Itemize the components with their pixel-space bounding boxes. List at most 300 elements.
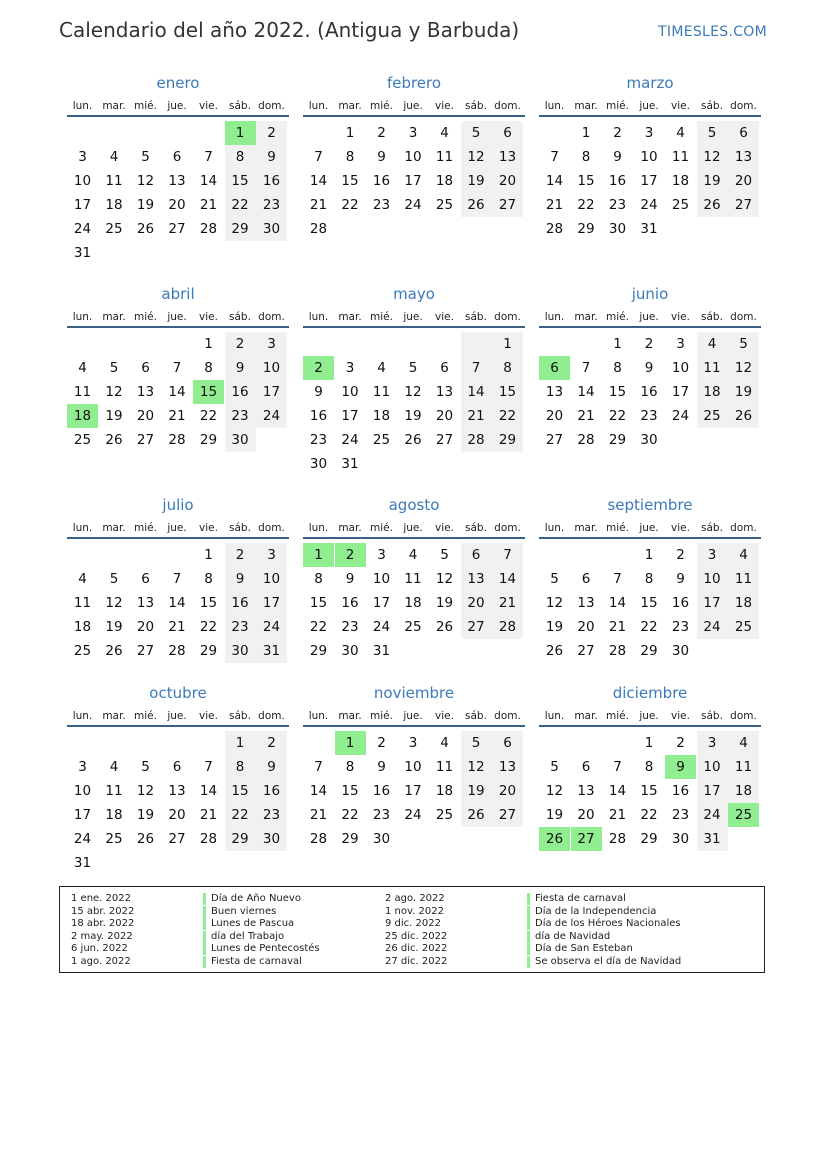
day-cell[interactable]: 12	[136, 783, 155, 799]
day-cell[interactable]: 25	[435, 197, 454, 213]
day-cell[interactable]: 1	[644, 735, 654, 751]
day-cell[interactable]: 8	[204, 571, 213, 587]
day-cell[interactable]: 19	[435, 595, 454, 611]
day-cell[interactable]: 10	[671, 360, 690, 376]
day-cell[interactable]: 7	[172, 571, 182, 587]
day-cell[interactable]: 3	[78, 149, 87, 165]
weekend-day-cell[interactable]: 28	[492, 615, 523, 639]
weekend-day-cell[interactable]: 29	[225, 217, 256, 241]
day-cell[interactable]: 23	[341, 619, 359, 635]
day-cell[interactable]: 22	[199, 408, 218, 424]
weekend-day-cell[interactable]: 11	[728, 755, 759, 779]
day-cell[interactable]: 21	[309, 197, 328, 213]
day-cell[interactable]: 15	[199, 595, 218, 611]
day-cell[interactable]: 31	[73, 855, 92, 871]
day-cell[interactable]: 21	[199, 807, 218, 823]
weekend-day-cell[interactable]: 20	[728, 169, 759, 193]
day-cell[interactable]: 5	[550, 759, 559, 775]
day-cell[interactable]: 15	[577, 173, 595, 189]
day-cell[interactable]: 18	[435, 783, 454, 799]
weekend-day-cell[interactable]: 1	[492, 332, 523, 356]
day-cell[interactable]: 11	[671, 149, 690, 165]
weekend-day-cell[interactable]: 15	[225, 779, 256, 803]
weekend-day-cell[interactable]: 26	[697, 193, 728, 217]
day-cell[interactable]: 21	[168, 619, 186, 635]
day-cell[interactable]: 10	[341, 384, 359, 400]
day-cell[interactable]: 10	[404, 149, 422, 165]
day-cell[interactable]: 15	[341, 173, 359, 189]
day-cell[interactable]: 24	[404, 197, 422, 213]
day-cell[interactable]: 29	[341, 831, 359, 847]
weekend-day-cell[interactable]: 1	[225, 731, 256, 755]
weekend-day-cell[interactable]: 5	[728, 332, 759, 356]
day-cell[interactable]: 7	[550, 149, 559, 165]
weekend-day-cell[interactable]: 16	[256, 779, 287, 803]
day-cell[interactable]: 4	[78, 360, 87, 376]
day-cell[interactable]: 7	[581, 360, 591, 376]
day-cell[interactable]: 5	[109, 360, 119, 376]
day-cell[interactable]: 15	[608, 384, 627, 400]
day-cell[interactable]: 9	[314, 384, 323, 400]
day-cell[interactable]: 21	[309, 807, 328, 823]
day-cell[interactable]: 24	[640, 197, 658, 213]
weekend-day-cell[interactable]: 11	[728, 567, 759, 591]
day-cell[interactable]: 17	[73, 197, 92, 213]
day-cell[interactable]: 2	[644, 336, 654, 352]
day-cell[interactable]: 24	[671, 408, 690, 424]
day-cell[interactable]: 1	[581, 125, 591, 141]
day-cell[interactable]: 12	[136, 173, 155, 189]
weekend-day-cell[interactable]: 2	[256, 121, 287, 145]
weekend-day-cell[interactable]: 27	[492, 193, 523, 217]
weekend-day-cell[interactable]: 30	[225, 639, 256, 663]
day-cell[interactable]: 9	[613, 149, 622, 165]
day-cell[interactable]: 21	[608, 619, 627, 635]
day-cell[interactable]: 14	[168, 384, 186, 400]
day-cell[interactable]: 13	[435, 384, 454, 400]
weekend-day-cell[interactable]: 12	[728, 356, 759, 380]
holiday-day-cell[interactable]: 18	[67, 404, 98, 428]
weekend-day-cell[interactable]: 23	[225, 615, 256, 639]
weekend-day-cell[interactable]: 22	[492, 404, 523, 428]
weekend-day-cell[interactable]: 20	[492, 779, 523, 803]
day-cell[interactable]: 12	[545, 595, 564, 611]
day-cell[interactable]: 27	[168, 221, 186, 237]
day-cell[interactable]: 26	[435, 619, 454, 635]
weekend-day-cell[interactable]: 18	[728, 779, 759, 803]
weekend-day-cell[interactable]: 17	[256, 380, 287, 404]
day-cell[interactable]: 19	[105, 408, 123, 424]
day-cell[interactable]: 7	[613, 759, 622, 775]
weekend-day-cell[interactable]: 14	[492, 567, 523, 591]
weekend-day-cell[interactable]: 26	[461, 803, 492, 827]
weekend-day-cell[interactable]: 19	[728, 380, 759, 404]
day-cell[interactable]: 22	[199, 619, 218, 635]
day-cell[interactable]: 4	[78, 571, 87, 587]
day-cell[interactable]: 22	[341, 807, 359, 823]
day-cell[interactable]: 12	[105, 595, 123, 611]
weekend-day-cell[interactable]: 25	[728, 615, 759, 639]
holiday-day-cell[interactable]: 1	[225, 121, 256, 145]
day-cell[interactable]: 3	[377, 547, 386, 563]
day-cell[interactable]: 7	[314, 149, 323, 165]
day-cell[interactable]: 2	[377, 125, 386, 141]
weekend-day-cell[interactable]: 10	[256, 567, 287, 591]
day-cell[interactable]: 30	[671, 643, 690, 659]
day-cell[interactable]: 14	[199, 173, 218, 189]
day-cell[interactable]: 15	[640, 783, 658, 799]
day-cell[interactable]: 26	[545, 643, 564, 659]
weekend-day-cell[interactable]: 27	[461, 615, 492, 639]
day-cell[interactable]: 8	[644, 759, 654, 775]
day-cell[interactable]: 8	[644, 571, 654, 587]
day-cell[interactable]: 23	[309, 432, 328, 448]
day-cell[interactable]: 29	[640, 643, 658, 659]
day-cell[interactable]: 17	[671, 384, 690, 400]
day-cell[interactable]: 14	[309, 783, 328, 799]
day-cell[interactable]: 5	[141, 759, 150, 775]
day-cell[interactable]: 30	[309, 456, 328, 472]
weekend-day-cell[interactable]: 13	[461, 567, 492, 591]
holiday-day-cell[interactable]: 9	[665, 755, 696, 779]
day-cell[interactable]: 6	[172, 759, 182, 775]
day-cell[interactable]: 11	[435, 149, 454, 165]
day-cell[interactable]: 21	[577, 408, 595, 424]
day-cell[interactable]: 4	[676, 125, 685, 141]
day-cell[interactable]: 1	[204, 547, 213, 563]
day-cell[interactable]: 20	[577, 807, 595, 823]
day-cell[interactable]: 25	[671, 197, 690, 213]
weekend-day-cell[interactable]: 2	[225, 543, 256, 567]
day-cell[interactable]: 18	[105, 807, 123, 823]
day-cell[interactable]: 12	[404, 384, 422, 400]
day-cell[interactable]: 23	[372, 807, 391, 823]
day-cell[interactable]: 21	[199, 197, 218, 213]
day-cell[interactable]: 5	[408, 360, 418, 376]
weekend-day-cell[interactable]: 30	[225, 428, 256, 452]
day-cell[interactable]: 3	[345, 360, 355, 376]
day-cell[interactable]: 6	[581, 571, 591, 587]
day-cell[interactable]: 25	[105, 221, 123, 237]
day-cell[interactable]: 3	[408, 735, 418, 751]
weekend-day-cell[interactable]: 29	[225, 827, 256, 851]
weekend-day-cell[interactable]: 19	[461, 779, 492, 803]
day-cell[interactable]: 23	[671, 619, 690, 635]
day-cell[interactable]: 25	[404, 619, 422, 635]
day-cell[interactable]: 29	[199, 643, 218, 659]
weekend-day-cell[interactable]: 7	[461, 356, 492, 380]
weekend-day-cell[interactable]: 24	[256, 615, 287, 639]
day-cell[interactable]: 26	[136, 221, 155, 237]
day-cell[interactable]: 6	[141, 571, 150, 587]
day-cell[interactable]: 1	[345, 125, 355, 141]
weekend-day-cell[interactable]: 8	[225, 755, 256, 779]
weekend-day-cell[interactable]: 23	[256, 803, 287, 827]
weekend-day-cell[interactable]: 16	[225, 380, 256, 404]
day-cell[interactable]: 7	[613, 571, 622, 587]
holiday-day-cell[interactable]: 15	[193, 380, 224, 404]
weekend-day-cell[interactable]: 21	[461, 404, 492, 428]
day-cell[interactable]: 6	[581, 759, 591, 775]
day-cell[interactable]: 16	[608, 173, 627, 189]
day-cell[interactable]: 8	[204, 360, 213, 376]
day-cell[interactable]: 29	[309, 643, 328, 659]
day-cell[interactable]: 27	[168, 831, 186, 847]
weekend-day-cell[interactable]: 13	[492, 755, 523, 779]
weekend-day-cell[interactable]: 23	[225, 404, 256, 428]
weekend-day-cell[interactable]: 4	[697, 332, 728, 356]
day-cell[interactable]: 2	[613, 125, 622, 141]
day-cell[interactable]: 11	[105, 783, 123, 799]
weekend-day-cell[interactable]: 8	[225, 145, 256, 169]
day-cell[interactable]: 24	[73, 221, 92, 237]
day-cell[interactable]: 21	[168, 408, 186, 424]
day-cell[interactable]: 16	[671, 595, 690, 611]
day-cell[interactable]: 10	[404, 759, 422, 775]
day-cell[interactable]: 31	[73, 245, 92, 261]
weekend-day-cell[interactable]: 17	[256, 591, 287, 615]
day-cell[interactable]: 22	[640, 807, 658, 823]
day-cell[interactable]: 31	[640, 221, 658, 237]
day-cell[interactable]: 16	[372, 173, 391, 189]
day-cell[interactable]: 9	[644, 360, 654, 376]
day-cell[interactable]: 10	[640, 149, 658, 165]
day-cell[interactable]: 13	[136, 595, 155, 611]
day-cell[interactable]: 22	[608, 408, 627, 424]
day-cell[interactable]: 22	[577, 197, 595, 213]
weekend-day-cell[interactable]: 11	[697, 356, 728, 380]
weekend-day-cell[interactable]: 25	[697, 404, 728, 428]
weekend-day-cell[interactable]: 9	[225, 567, 256, 591]
weekend-day-cell[interactable]: 21	[492, 591, 523, 615]
day-cell[interactable]: 14	[309, 173, 328, 189]
weekend-day-cell[interactable]: 5	[461, 731, 492, 755]
day-cell[interactable]: 28	[199, 221, 218, 237]
day-cell[interactable]: 28	[577, 432, 595, 448]
day-cell[interactable]: 19	[136, 807, 155, 823]
day-cell[interactable]: 4	[377, 360, 386, 376]
weekend-day-cell[interactable]: 31	[697, 827, 728, 851]
day-cell[interactable]: 18	[404, 595, 422, 611]
day-cell[interactable]: 6	[440, 360, 449, 376]
day-cell[interactable]: 25	[73, 432, 92, 448]
day-cell[interactable]: 24	[404, 807, 422, 823]
day-cell[interactable]: 13	[545, 384, 564, 400]
day-cell[interactable]: 20	[577, 619, 595, 635]
weekend-day-cell[interactable]: 3	[256, 543, 287, 567]
day-cell[interactable]: 29	[640, 831, 658, 847]
weekend-day-cell[interactable]: 12	[461, 755, 492, 779]
weekend-day-cell[interactable]: 3	[256, 332, 287, 356]
weekend-day-cell[interactable]: 2	[225, 332, 256, 356]
weekend-day-cell[interactable]: 6	[492, 121, 523, 145]
weekend-day-cell[interactable]: 15	[492, 380, 523, 404]
day-cell[interactable]: 2	[676, 547, 685, 563]
day-cell[interactable]: 9	[377, 149, 386, 165]
day-cell[interactable]: 19	[545, 619, 564, 635]
day-cell[interactable]: 21	[608, 807, 627, 823]
day-cell[interactable]: 4	[440, 735, 449, 751]
day-cell[interactable]: 19	[136, 197, 155, 213]
day-cell[interactable]: 17	[640, 173, 658, 189]
day-cell[interactable]: 5	[109, 571, 119, 587]
weekend-day-cell[interactable]: 29	[492, 428, 523, 452]
day-cell[interactable]: 11	[105, 173, 123, 189]
day-cell[interactable]: 7	[314, 759, 323, 775]
weekend-day-cell[interactable]: 8	[492, 356, 523, 380]
day-cell[interactable]: 18	[435, 173, 454, 189]
day-cell[interactable]: 2	[676, 735, 685, 751]
day-cell[interactable]: 11	[372, 384, 391, 400]
day-cell[interactable]: 20	[136, 408, 155, 424]
weekend-day-cell[interactable]: 19	[461, 169, 492, 193]
day-cell[interactable]: 18	[372, 408, 391, 424]
day-cell[interactable]: 18	[105, 197, 123, 213]
day-cell[interactable]: 13	[577, 595, 595, 611]
day-cell[interactable]: 23	[608, 197, 627, 213]
weekend-day-cell[interactable]: 4	[728, 543, 759, 567]
day-cell[interactable]: 23	[372, 197, 391, 213]
day-cell[interactable]: 15	[640, 595, 658, 611]
day-cell[interactable]: 19	[105, 619, 123, 635]
day-cell[interactable]: 5	[141, 149, 150, 165]
day-cell[interactable]: 25	[105, 831, 123, 847]
day-cell[interactable]: 17	[341, 408, 359, 424]
day-cell[interactable]: 27	[577, 643, 595, 659]
day-cell[interactable]: 25	[73, 643, 92, 659]
weekend-day-cell[interactable]: 5	[697, 121, 728, 145]
day-cell[interactable]: 7	[204, 759, 213, 775]
day-cell[interactable]: 4	[109, 149, 119, 165]
weekend-day-cell[interactable]: 13	[492, 145, 523, 169]
day-cell[interactable]: 17	[404, 783, 422, 799]
day-cell[interactable]: 19	[404, 408, 422, 424]
day-cell[interactable]: 14	[608, 783, 627, 799]
weekend-day-cell[interactable]: 18	[697, 380, 728, 404]
day-cell[interactable]: 13	[168, 783, 186, 799]
day-cell[interactable]: 16	[671, 783, 690, 799]
weekend-day-cell[interactable]: 16	[256, 169, 287, 193]
day-cell[interactable]: 5	[440, 547, 449, 563]
day-cell[interactable]: 31	[372, 643, 391, 659]
day-cell[interactable]: 29	[608, 432, 627, 448]
day-cell[interactable]: 26	[105, 643, 123, 659]
day-cell[interactable]: 29	[577, 221, 595, 237]
day-cell[interactable]: 3	[408, 125, 418, 141]
weekend-day-cell[interactable]: 6	[728, 121, 759, 145]
day-cell[interactable]: 4	[440, 125, 449, 141]
day-cell[interactable]: 28	[168, 643, 186, 659]
day-cell[interactable]: 10	[73, 783, 92, 799]
day-cell[interactable]: 10	[372, 571, 391, 587]
weekend-day-cell[interactable]: 12	[697, 145, 728, 169]
day-cell[interactable]: 28	[608, 643, 627, 659]
weekend-day-cell[interactable]: 22	[225, 193, 256, 217]
day-cell[interactable]: 16	[309, 408, 328, 424]
day-cell[interactable]: 14	[545, 173, 564, 189]
weekend-day-cell[interactable]: 6	[461, 543, 492, 567]
day-cell[interactable]: 22	[309, 619, 328, 635]
weekend-day-cell[interactable]: 13	[728, 145, 759, 169]
weekend-day-cell[interactable]: 10	[256, 356, 287, 380]
day-cell[interactable]: 28	[608, 831, 627, 847]
holiday-day-cell[interactable]: 1	[303, 543, 334, 567]
weekend-day-cell[interactable]: 24	[697, 615, 728, 639]
day-cell[interactable]: 21	[545, 197, 564, 213]
day-cell[interactable]: 9	[676, 571, 685, 587]
day-cell[interactable]: 7	[172, 360, 182, 376]
day-cell[interactable]: 7	[204, 149, 213, 165]
day-cell[interactable]: 12	[435, 571, 454, 587]
weekend-day-cell[interactable]: 27	[728, 193, 759, 217]
day-cell[interactable]: 25	[435, 807, 454, 823]
weekend-day-cell[interactable]: 12	[461, 145, 492, 169]
day-cell[interactable]: 8	[345, 759, 355, 775]
weekend-day-cell[interactable]: 30	[256, 827, 287, 851]
day-cell[interactable]: 24	[341, 432, 359, 448]
weekend-day-cell[interactable]: 17	[697, 591, 728, 615]
day-cell[interactable]: 27	[136, 643, 155, 659]
day-cell[interactable]: 20	[168, 197, 186, 213]
day-cell[interactable]: 28	[199, 831, 218, 847]
weekend-day-cell[interactable]: 28	[461, 428, 492, 452]
day-cell[interactable]: 3	[78, 759, 87, 775]
weekend-day-cell[interactable]: 6	[492, 731, 523, 755]
day-cell[interactable]: 3	[644, 125, 654, 141]
weekend-day-cell[interactable]: 24	[697, 803, 728, 827]
day-cell[interactable]: 16	[640, 384, 658, 400]
weekend-day-cell[interactable]: 27	[492, 803, 523, 827]
weekend-day-cell[interactable]: 22	[225, 803, 256, 827]
day-cell[interactable]: 30	[341, 643, 359, 659]
holiday-day-cell[interactable]: 2	[303, 356, 334, 380]
day-cell[interactable]: 26	[105, 432, 123, 448]
weekend-day-cell[interactable]: 10	[697, 567, 728, 591]
day-cell[interactable]: 16	[372, 783, 391, 799]
day-cell[interactable]: 17	[404, 173, 422, 189]
day-cell[interactable]: 17	[73, 807, 92, 823]
weekend-day-cell[interactable]: 18	[728, 591, 759, 615]
weekend-day-cell[interactable]: 4	[728, 731, 759, 755]
day-cell[interactable]: 23	[671, 807, 690, 823]
day-cell[interactable]: 4	[408, 547, 418, 563]
weekend-day-cell[interactable]: 26	[728, 404, 759, 428]
day-cell[interactable]: 24	[372, 619, 391, 635]
day-cell[interactable]: 20	[435, 408, 454, 424]
day-cell[interactable]: 9	[345, 571, 355, 587]
day-cell[interactable]: 2	[377, 735, 386, 751]
holiday-day-cell[interactable]: 6	[539, 356, 570, 380]
day-cell[interactable]: 15	[341, 783, 359, 799]
day-cell[interactable]: 24	[73, 831, 92, 847]
weekend-day-cell[interactable]: 23	[256, 193, 287, 217]
day-cell[interactable]: 28	[545, 221, 564, 237]
day-cell[interactable]: 23	[640, 408, 658, 424]
day-cell[interactable]: 14	[608, 595, 627, 611]
day-cell[interactable]: 1	[204, 336, 213, 352]
weekend-day-cell[interactable]: 3	[697, 543, 728, 567]
day-cell[interactable]: 30	[608, 221, 627, 237]
day-cell[interactable]: 13	[577, 783, 595, 799]
weekend-day-cell[interactable]: 31	[256, 639, 287, 663]
day-cell[interactable]: 17	[372, 595, 391, 611]
holiday-day-cell[interactable]: 25	[728, 803, 759, 827]
day-cell[interactable]: 12	[105, 384, 123, 400]
day-cell[interactable]: 11	[404, 571, 422, 587]
day-cell[interactable]: 18	[73, 619, 92, 635]
day-cell[interactable]: 13	[136, 384, 155, 400]
holiday-day-cell[interactable]: 27	[571, 827, 602, 851]
